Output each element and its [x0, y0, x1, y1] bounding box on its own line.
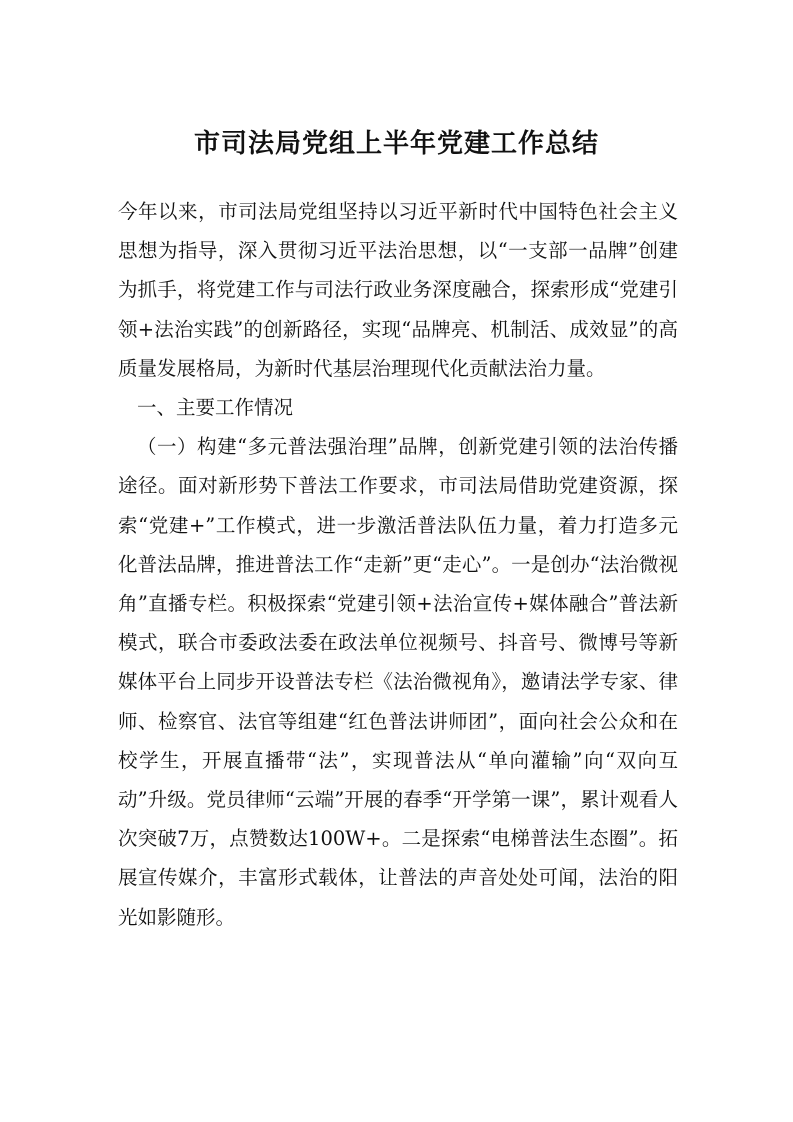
section-heading: 一、主要工作情况: [137, 396, 294, 420]
document-body: [118, 192, 678, 937]
intro-paragraph: 今年以来，市司法局党组坚持以习近平新时代中国特色社会主义思想为指导，深入贯彻习近平法治思想，以“一支部一品牌”创建为抓手，将党建工作与司法行政业务深度融合，探索形成“党建引领+法治实践”的创新路径，实现“品牌亮、机制活、成效显”的高质量发展格局，为新时代基层治理现代化贡献法治力量。: [118, 200, 678, 380]
document-title: 市司法局党组上半年党建工作总结: [193, 129, 599, 159]
subsection-paragraph: （一）构建“多元普法强治理”品牌，创新党建引领的法治传播途径。面对新形势下普法工作要求，市司法局借助党建资源，探索“党建+”工作模式，进一步激活普法队伍力量，着力打造多元化普法品牌，推进普法工作“走新”更“走心”。一是创办“法治微视角”直播专栏。积极探索“党建引领+法治宣传+媒体融合”普法新模式，联合市委政法委在政法单位视频号、抖音号、微博号等新媒体平台上同步开设普法专栏《法治微视角》，邀请法学专家、律师、检察官、法官等组建“红色普法讲师团”，面向社会公众和在校学生，开展直播带“法”，实现普法从“单向灌输”向“双向互动”升级。党员律师“云端”开展的春季“开学第一课”，累计观看人次突破7万，点赞数达100W+。二是探索“电梯普法生态圈”。拓展宣传媒介，丰富形式载体，让普法的声音处处可闻，法治的阳光如影随形。: [118, 435, 678, 929]
